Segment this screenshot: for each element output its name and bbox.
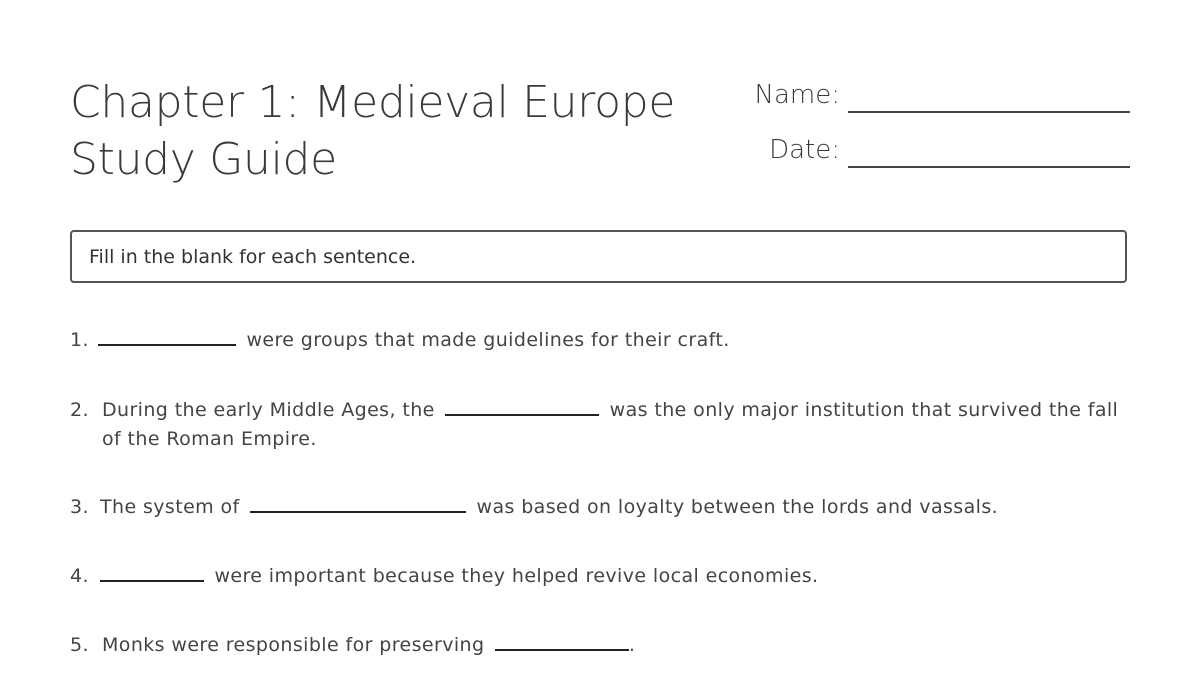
instructions-text: Fill in the blank for each sentence.: [89, 245, 417, 268]
question-number: 2.: [70, 399, 89, 421]
answer-blank[interactable]: [100, 562, 204, 582]
answer-blank[interactable]: [250, 493, 466, 513]
instructions-box: [70, 230, 1127, 283]
question-3: [70, 493, 1130, 522]
question-text-before: During the early Middle Ages, the: [102, 399, 442, 421]
question-number: 1.: [70, 329, 89, 351]
answer-blank[interactable]: [495, 631, 629, 651]
answer-blank[interactable]: [445, 396, 599, 416]
date-blank-line[interactable]: [848, 142, 1130, 168]
answer-blank[interactable]: [98, 326, 236, 346]
question-number: 4.: [70, 565, 89, 587]
page-title: [70, 74, 675, 188]
title-line-2: Study Guide: [70, 134, 337, 185]
date-label: Date:: [769, 135, 840, 165]
name-field: [755, 80, 1130, 110]
question-2: [70, 396, 1130, 454]
question-1: [70, 326, 1130, 355]
title-line-1: Chapter 1: Medieval Europe: [70, 77, 676, 128]
name-label: Name:: [754, 80, 840, 110]
date-field: [769, 135, 1130, 165]
question-text-after: .: [628, 634, 636, 656]
question-number: 3.: [70, 496, 89, 518]
question-number: 5.: [70, 634, 89, 656]
question-text-after: were important because they helped revive local economies.: [208, 565, 819, 587]
question-5: [70, 631, 1130, 660]
question-text-before: Monks were responsible for preserving: [102, 634, 491, 656]
question-text-before: The system of: [100, 496, 247, 518]
question-text-after: was based on loyalty between the lords and vassals.: [470, 496, 999, 518]
question-text-after: was the only major institution that survived the fall of the Roman Empire.: [102, 399, 1119, 450]
question-4: [70, 562, 1130, 591]
question-text-after: were groups that made guidelines for their craft.: [240, 329, 730, 351]
name-blank-line[interactable]: [848, 87, 1130, 113]
